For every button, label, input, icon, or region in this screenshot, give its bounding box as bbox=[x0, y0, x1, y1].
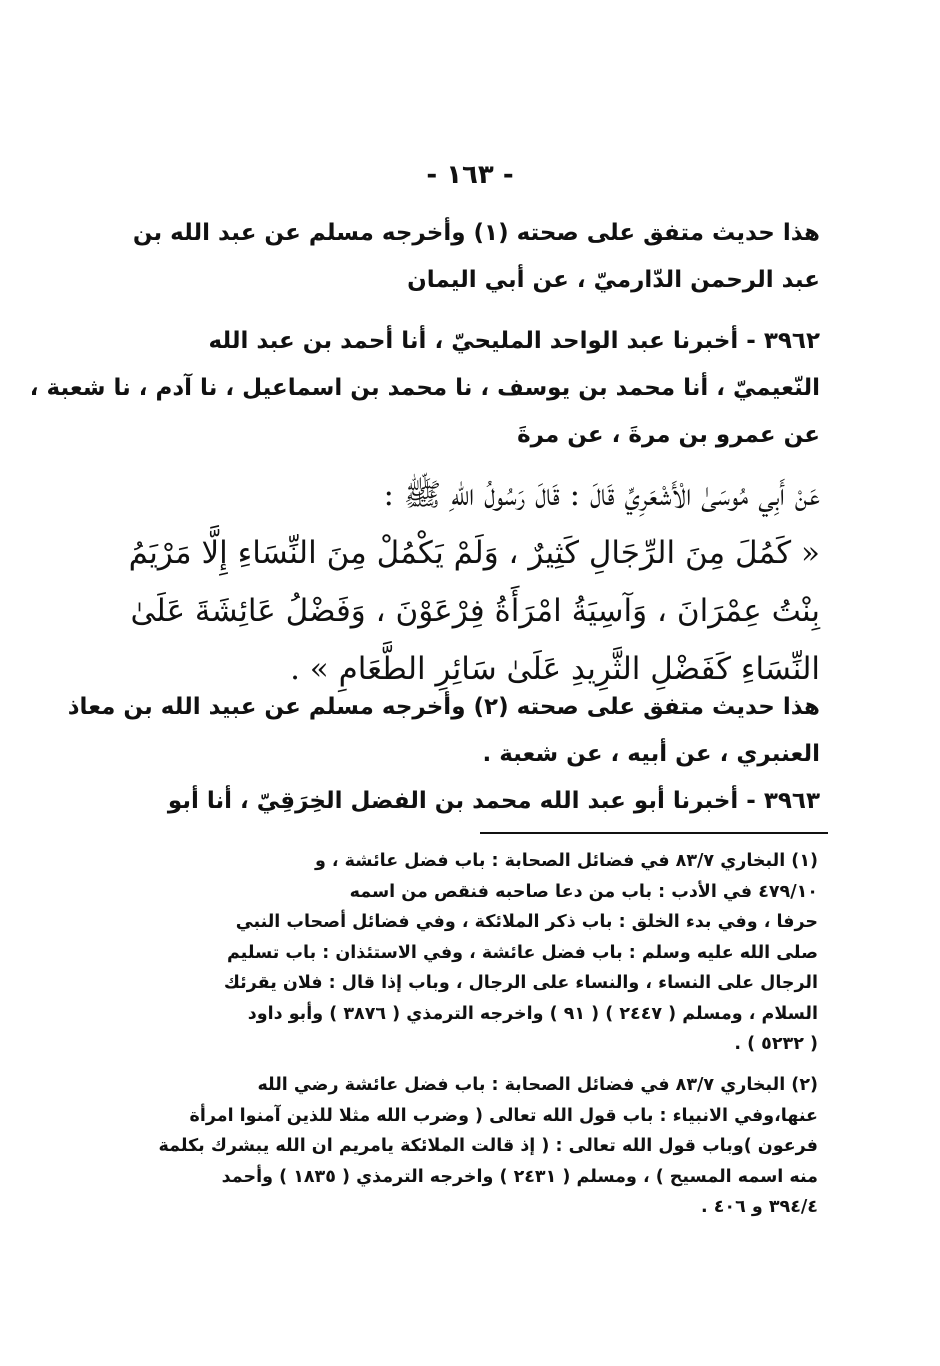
paragraph-isnad-3962 bbox=[29, 318, 820, 459]
footnote-2 bbox=[158, 1070, 818, 1223]
footnote-line: السلام ، ومسلم ( ٢٤٤٧ ) ( ٩١ ) واخرجه الترمذي ( ٣٨٧٦ ) وأبو داود bbox=[247, 1003, 818, 1024]
footnote-line: منه اسمه المسيح ) ، ومسلم ( ٢٤٣١ ) واخرجه الترمذي ( ١٨٣٥ ) وأحمد bbox=[221, 1166, 818, 1187]
text-line: هذا حديث متفق على صحته (٢) وأخرجه مسلم عن عبيد الله بن معاذ bbox=[67, 694, 820, 720]
text-line: « كَمُلَ مِنَ الرِّجَالِ كَثِيرٌ ، وَلَمْ يَكْمُلْ مِنَ النِّسَاءِ إِلَّا مَرْيَمُ bbox=[128, 535, 820, 571]
text-line: هذا حديث متفق على صحته (١) وأخرجه مسلم عن عبد الله بن bbox=[132, 220, 820, 246]
hadith-matn bbox=[128, 466, 820, 698]
text-line: النّعيميّ ، أنا محمد بن يوسف ، نا محمد بن اسماعيل ، نا آدم ، نا شعبة ، bbox=[29, 375, 820, 401]
text-line: بِنْتُ عِمْرَانَ ، وَآسِيَةُ امْرَأَةُ فِرْعَوْنَ ، وَفَضْلُ عَائِشَةَ عَلَىٰ bbox=[130, 593, 820, 629]
paragraph-hadith-source-1 bbox=[132, 210, 820, 304]
text-line: النِّسَاءِ كَفَضْلِ الثَّرِيدِ عَلَىٰ سَائِرِ الطَّعَامِ » . bbox=[290, 651, 820, 687]
text-line: عن عمرو بن مرةَ ، عن مرةَ bbox=[517, 422, 820, 448]
footnote-line: ٣٩٤/٤ و ٤٠٦ . bbox=[701, 1197, 818, 1217]
footnote-line: فرعون )وباب قول الله تعالى : ( إذ قالت الملائكة يامريم ان الله يبشرك بكلمة bbox=[158, 1136, 818, 1156]
text-line: العنبري ، عن أبيه ، عن شعبة . bbox=[482, 741, 820, 767]
text-line: عبد الرحمن الدّارميّ ، عن أبي اليمان bbox=[407, 267, 820, 293]
footnote-line: ٤٧٩/١٠ في الأدب : باب من دعا صاحبه فنقص من اسمه bbox=[349, 881, 818, 902]
footnote-line: الرجال على النساء ، والنساء على الرجال ، وباب إذا قال : فلان يقرئك bbox=[223, 973, 818, 993]
footnote-divider bbox=[480, 832, 828, 834]
page-number: - ١٦٣ - bbox=[426, 160, 514, 190]
footnote-line: عنها،وفي الانبياء : باب قول الله تعالى ( وضرب الله مثلا للذين آمنوا امرأة bbox=[189, 1105, 818, 1126]
footnote-line: (١) البخاري ٨٣/٧ في فضائل الصحابة : باب فضل عائشة ، و bbox=[314, 851, 818, 871]
paragraph-hadith-source-2 bbox=[67, 684, 820, 778]
footnote-1 bbox=[168, 846, 818, 1060]
footnote-line: ( ٥٢٣٢ ) . bbox=[734, 1034, 818, 1054]
text-line: ٣٩٦٢ - أخبرنا عبد الواحد المليحيّ ، أنا أحمد بن عبد الله bbox=[208, 328, 820, 354]
footnote-line: (٢) البخاري ٨٣/٧ في فضائل الصحابة : باب فضل عائشة رضي الله bbox=[257, 1075, 818, 1095]
footnote-line: صلى الله عليه وسلم : باب فضل عائشة ، وفي الاستئذان : باب تسليم bbox=[226, 942, 818, 963]
text-line: عَنْ أَبِي مُوسَىٰ الْأَشْعَرِيِّ قَالَ : قَالَ رَسُولُ اللهِ ﷺ : bbox=[383, 477, 820, 513]
paragraph-isnad-3963 bbox=[160, 778, 820, 825]
footnote-line: حرفا ، وفي بدء الخلق : باب ذكر الملائكة ، وفي فضائل أصحاب النبي bbox=[235, 912, 818, 932]
text-line: ٣٩٦٣ - أخبرنا أبو عبد الله محمد بن الفضل الخِرَقِيّ ، أنا أبو bbox=[167, 788, 820, 814]
